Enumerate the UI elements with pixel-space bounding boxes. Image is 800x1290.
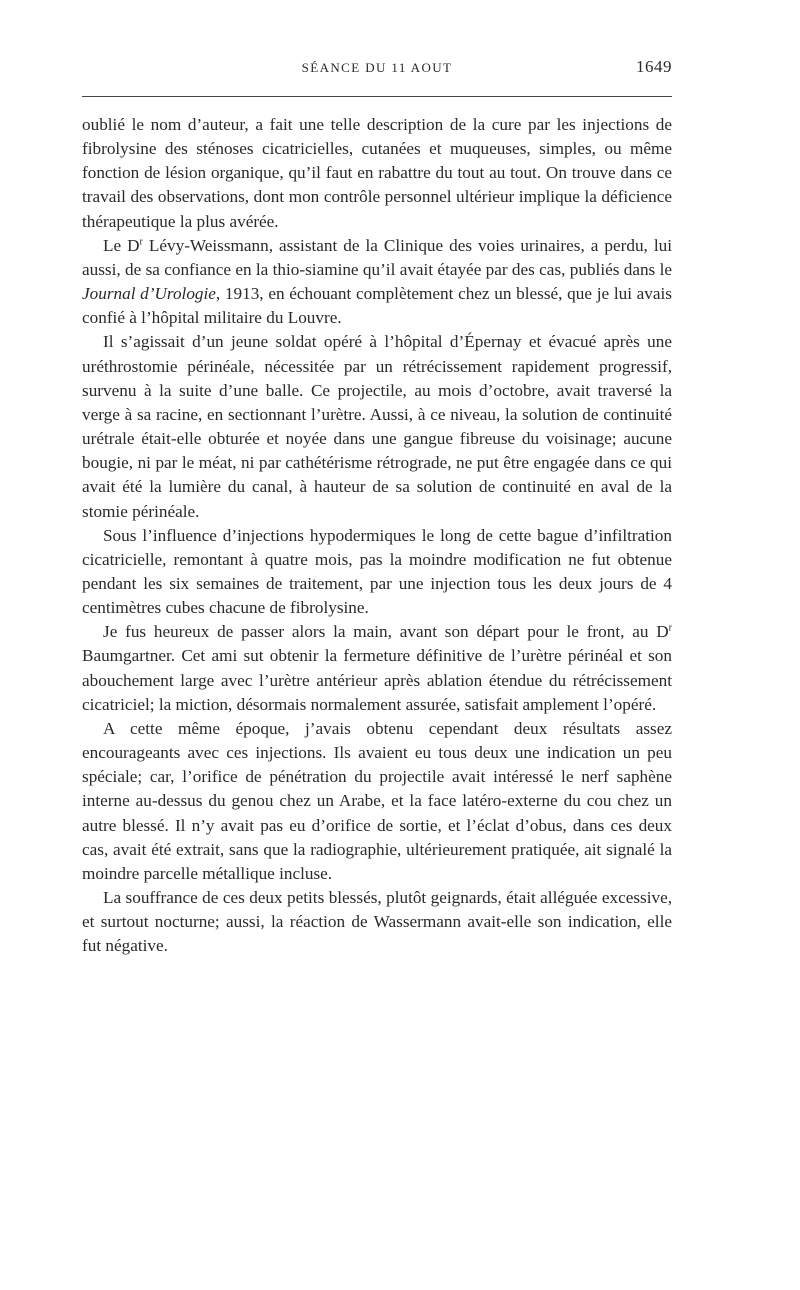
paragraph-7-text: La souffrance de ces deux petits blessés, plutôt geignards, était alléguée excessive, et surtout nocturne; aussi, la réaction de Wassermann avait-elle son indication, elle fut négative.	[82, 888, 672, 956]
doctor-superscript: r	[139, 236, 143, 248]
paragraph-3	[82, 330, 672, 523]
paragraph-2-text-c: , 1913, en échouant complètement chez un blessé, que je lui avais confié à l’hôpital militaire du Louvre.	[82, 284, 672, 328]
paragraph-5	[82, 620, 672, 717]
running-title: SÉANCE DU 11 AOUT	[301, 60, 453, 75]
paragraph-2-text-b: Lévy-Weissmann, assistant de la Clinique des voies urinaires, a perdu, lui aussi, de sa confiance en la thio-siamine qu’il avait étayée par des cas, publiés dans le	[82, 235, 672, 279]
paragraph-4	[82, 524, 672, 621]
journal-title: Journal d’Urologie	[82, 284, 216, 304]
paragraph-2-text-a: Le D	[103, 235, 140, 255]
paragraph-1-text: oublié le nom d’auteur, a fait une telle description de la cure par les injections de fibrolysine des sténoses cicatricielles, cutanées et muqueuses, simples, ou même fonction de lésion organique, qu’il faut en rabattre du tout au tout. On trouve dans ce travail des observations, dont mon contrôle personnel ultérieur implique la déficience thérapeutique la plus avérée.	[82, 115, 672, 231]
paragraph-1	[82, 113, 672, 234]
paragraph-5-text-a: Je fus heureux de passer alors la main, avant son départ pour le front, au D	[103, 622, 669, 642]
paragraph-5-text-b: Baumgartner. Cet ami sut obtenir la fermeture définitive de l’urètre périnéal et son abouchement large avec l’urètre antérieur après ablation étendue du rétrécissement cicatriciel; la miction, désormais normalement assurée, satisfait amplement l’opéré.	[82, 646, 672, 714]
paragraph-3-text: Il s’agissait d’un jeune soldat opéré à l’hôpital d’Épernay et évacué après une uréthrostomie périnéale, nécessitée par un rétrécissement rapidement progressif, survenu à la suite d’une balle. Ce projectile, au mois d’octobre, avait traversé la verge à sa racine, en sectionnant l’urètre. Aussi, à ce niveau, la solution de continuité urétrale était-elle obturée et noyée dans une gangue fibreuse du voisinage; aucune bougie, ni par le méat, ni par cathétérisme rétrograde, ne put être engagée dans ce qui avait été la lumière du canal, à hauteur de sa solution de continuité en aval de la stomie périnéale.	[82, 332, 672, 521]
running-head	[82, 57, 672, 84]
paragraph-6-text: A cette même époque, j’avais obtenu cependant deux résultats assez encourageants avec ces injections. Ils avaient eu tous deux une indication un peu spéciale; car, l’orifice de pénétration du projectile avait intéressé le nerf saphène interne au-dessus du genou chez un Arabe, et la face latéro-externe du cou chez un autre blessé. Il n’y avait pas eu d’orifice de sortie, et l’éclat d’obus, dans ces deux cas, avait été extrait, sans que la radiographie, ultérieurement pratiquée, ait signalé la moindre parcelle métallique incluse.	[82, 718, 672, 883]
paragraph-4-text: Sous l’influence d’injections hypodermiques le long de cette bague d’infiltration cicatricielle, remontant à quatre mois, pas la moindre modification ne fut obtenue pendant les six semaines de traitement, par une injection tous les deux jours de 4 centimètres cubes chacune de fibrolysine.	[82, 525, 672, 618]
header-rule	[82, 96, 672, 97]
page-number: 1649	[636, 57, 672, 76]
paragraph-6	[82, 717, 672, 886]
paragraph-2	[82, 234, 672, 331]
doctor-superscript: r	[668, 622, 672, 634]
paragraph-7	[82, 886, 672, 958]
body-text	[82, 113, 672, 958]
